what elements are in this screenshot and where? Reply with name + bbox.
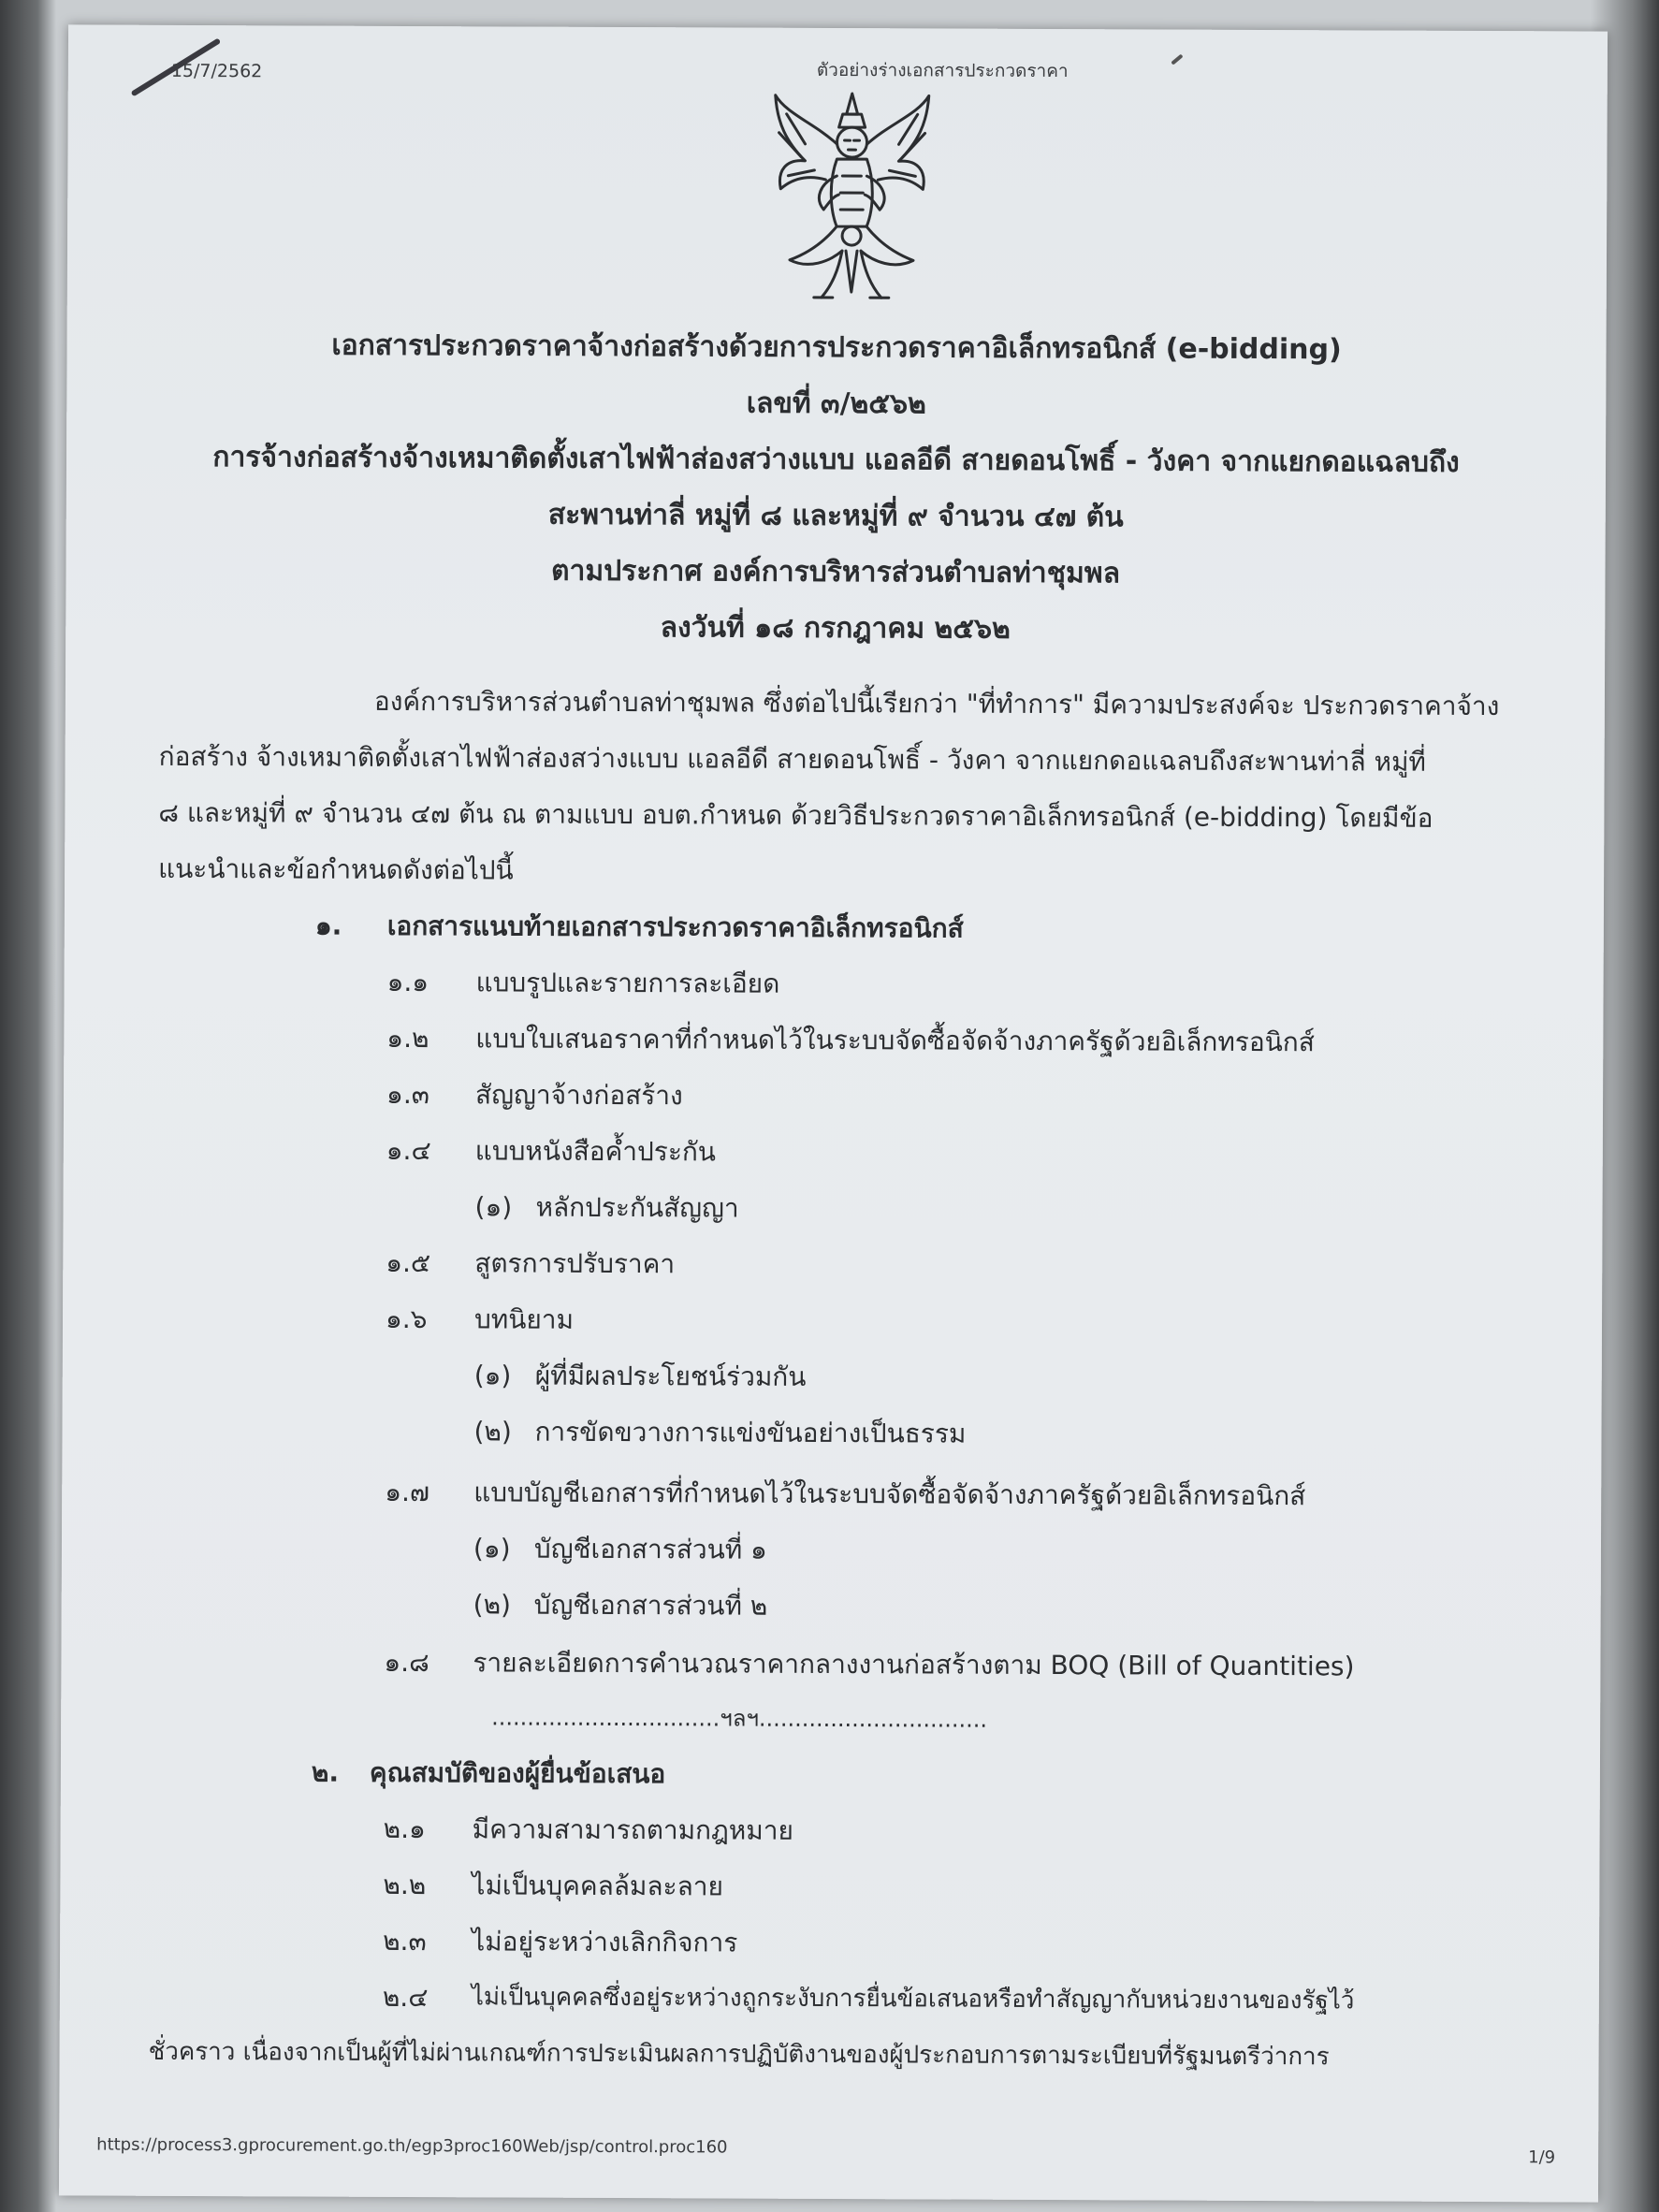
top-caption: ตัวอย่างร่างเอกสารประกวดราคา bbox=[816, 59, 1069, 82]
section1-number: ๑. bbox=[314, 910, 342, 941]
ink-speck bbox=[1171, 54, 1183, 65]
announcement-line: ตามประกาศ องค์การบริหารส่วนตำบลท่าชุมพล bbox=[550, 554, 1121, 590]
item-text: มีความสามารถตามกฎหมาย bbox=[472, 1813, 793, 1846]
item-number: ๑.๒ bbox=[386, 1022, 429, 1055]
document-title: เอกสารประกวดราคาจ้างก่อสร้างด้วยการประกวดราคาอิเล็กทรอนิกส์ (e-bidding) bbox=[331, 328, 1342, 367]
item-number: ๑.๖ bbox=[385, 1302, 428, 1335]
intro-line: องค์การบริหารส่วนตำบลท่าชุมพล ซึ่งต่อไปนี้เรียกว่า "ที่ทำการ" มีความประสงค์จะ ประกวดราคาจ้าง bbox=[373, 685, 1500, 722]
item-number: ๒.๒ bbox=[383, 1869, 427, 1901]
item-number: ๑.๓ bbox=[386, 1078, 429, 1111]
item-number: ๒.๑ bbox=[383, 1812, 426, 1845]
ellipsis-etc: ................................ฯลฯ................................ bbox=[491, 1704, 988, 1733]
item-text: ไม่อยู่ระหว่างเลิกกิจการ bbox=[472, 1926, 738, 1958]
section2-number: ๒. bbox=[311, 1756, 340, 1788]
subitem-number: (๒) bbox=[473, 1416, 512, 1448]
subitem-number: (๑) bbox=[473, 1533, 511, 1564]
item-text: สัญญาจ้างก่อสร้าง bbox=[475, 1079, 683, 1112]
item-number: ๑.๘ bbox=[384, 1646, 429, 1679]
intro-line: แนะนำและข้อกำหนดดังต่อไปนี้ bbox=[158, 852, 514, 886]
item-text: บทนิยาม bbox=[473, 1303, 575, 1335]
item-text: รายละเอียดการคำนวณราคากลางงานก่อสร้างตาม BOQ (Bill of Quantities) bbox=[473, 1647, 1355, 1682]
item-number: ๑.๑ bbox=[386, 966, 429, 998]
subitem-text: การขัดขวางการแข่งขันอย่างเป็นธรรม bbox=[534, 1416, 967, 1449]
document-number: เลขที่ ๓/๒๕๖๒ bbox=[746, 386, 926, 421]
page-number: 1/9 bbox=[1528, 2147, 1556, 2168]
item-text: แบบบัญชีเอกสารที่กำหนดไว้ในระบบจัดซื้อจัดจ้างภาครัฐด้วยอิเล็กทรอนิกส์ bbox=[473, 1477, 1306, 1512]
item-number: ๑.๗ bbox=[385, 1476, 430, 1508]
subitem-number: (๒) bbox=[473, 1589, 512, 1621]
garuda-emblem-icon bbox=[767, 86, 937, 312]
subitem-text: หลักประกันสัญญา bbox=[535, 1191, 739, 1224]
item-text: สูตรการปรับราคา bbox=[474, 1247, 676, 1280]
section2-heading: คุณสมบัติของผู้ยื่นข้อเสนอ bbox=[369, 1756, 666, 1790]
item-text: แบบใบเสนอราคาที่กำหนดไว้ในระบบจัดซื้อจัดจ้างภาครัฐด้วยอิเล็กทรอนิกส์ bbox=[475, 1023, 1315, 1058]
subitem-text: บัญชีเอกสารส่วนที่ ๑ bbox=[533, 1533, 767, 1565]
item-number: ๒.๓ bbox=[383, 1925, 427, 1957]
date-stamp: 15/7/2562 bbox=[170, 60, 263, 82]
item-text: ไม่เป็นบุคคลซึ่งอยู่ระหว่างถูกระงับการยื่นข้อเสนอหรือทำสัญญากับหน่วยงานของรัฐไว้ bbox=[471, 1983, 1355, 2016]
project-title-line1: การจ้างก่อสร้างจ้างเหมาติดตั้งเสาไฟฟ้าส่องสว่างแบบ แอลอีดี สายดอนโพธิ์ - วังคา จากแยกดอแฉลบถึง bbox=[212, 441, 1460, 479]
item-text: แบบรูปและรายการละเอียด bbox=[475, 967, 780, 999]
section1-heading: เอกสารแนบท้ายเอกสารประกวดราคาอิเล็กทรอนิกส์ bbox=[386, 910, 964, 944]
item-number: ๒.๔ bbox=[382, 1981, 429, 2014]
item-number: ๑.๕ bbox=[386, 1246, 431, 1279]
continuation-line: ชั่วคราว เนื่องจากเป็นผู้ที่ไม่ผ่านเกณฑ์การประเมินผลการปฏิบัติงานของผู้ประกอบการตามระเบียบที่รัฐมนตรีว่าการ bbox=[148, 2037, 1330, 2072]
garuda-emblem bbox=[767, 86, 937, 312]
subitem-text: ผู้ที่มีผลประโยชน์ร่วมกัน bbox=[534, 1360, 807, 1392]
announcement-date: ลงวันที่ ๑๘ กรกฎาคม ๒๕๖๒ bbox=[660, 611, 1011, 646]
subitem-text: บัญชีเอกสารส่วนที่ ๒ bbox=[533, 1589, 768, 1622]
document-page bbox=[59, 24, 1608, 2202]
subitem-number: (๑) bbox=[474, 1191, 513, 1223]
footer-url: https://process3.gprocurement.go.th/egp3proc160Web/jsp/control.proc160 bbox=[96, 2134, 728, 2158]
item-number: ๑.๔ bbox=[386, 1134, 431, 1167]
intro-line: ๘ และหมู่ที่ ๙ จำนวน ๔๗ ต้น ณ ตามแบบ อบต.กำหนด ด้วยวิธีประกวดราคาอิเล็กทรอนิกส์ (e-bidding) โดยมีข้อ bbox=[158, 796, 1433, 834]
intro-line: ก่อสร้าง จ้างเหมาติดตั้งเสาไฟฟ้าส่องสว่างแบบ แอลอีดี สายดอนโพธิ์ - วังคา จากแยกดอแฉลบถึงสะพานท่าลี่ หมู่ที่ bbox=[158, 740, 1426, 778]
project-title-line2: สะพานท่าลี่ หมู่ที่ ๘ และหมู่ที่ ๙ จำนวน ๔๗ ต้น bbox=[547, 498, 1124, 534]
item-text: ไม่เป็นบุคคลล้มละลาย bbox=[472, 1870, 723, 1902]
subitem-number: (๑) bbox=[473, 1360, 512, 1391]
item-text: แบบหนังสือค้ำประกัน bbox=[474, 1135, 717, 1168]
